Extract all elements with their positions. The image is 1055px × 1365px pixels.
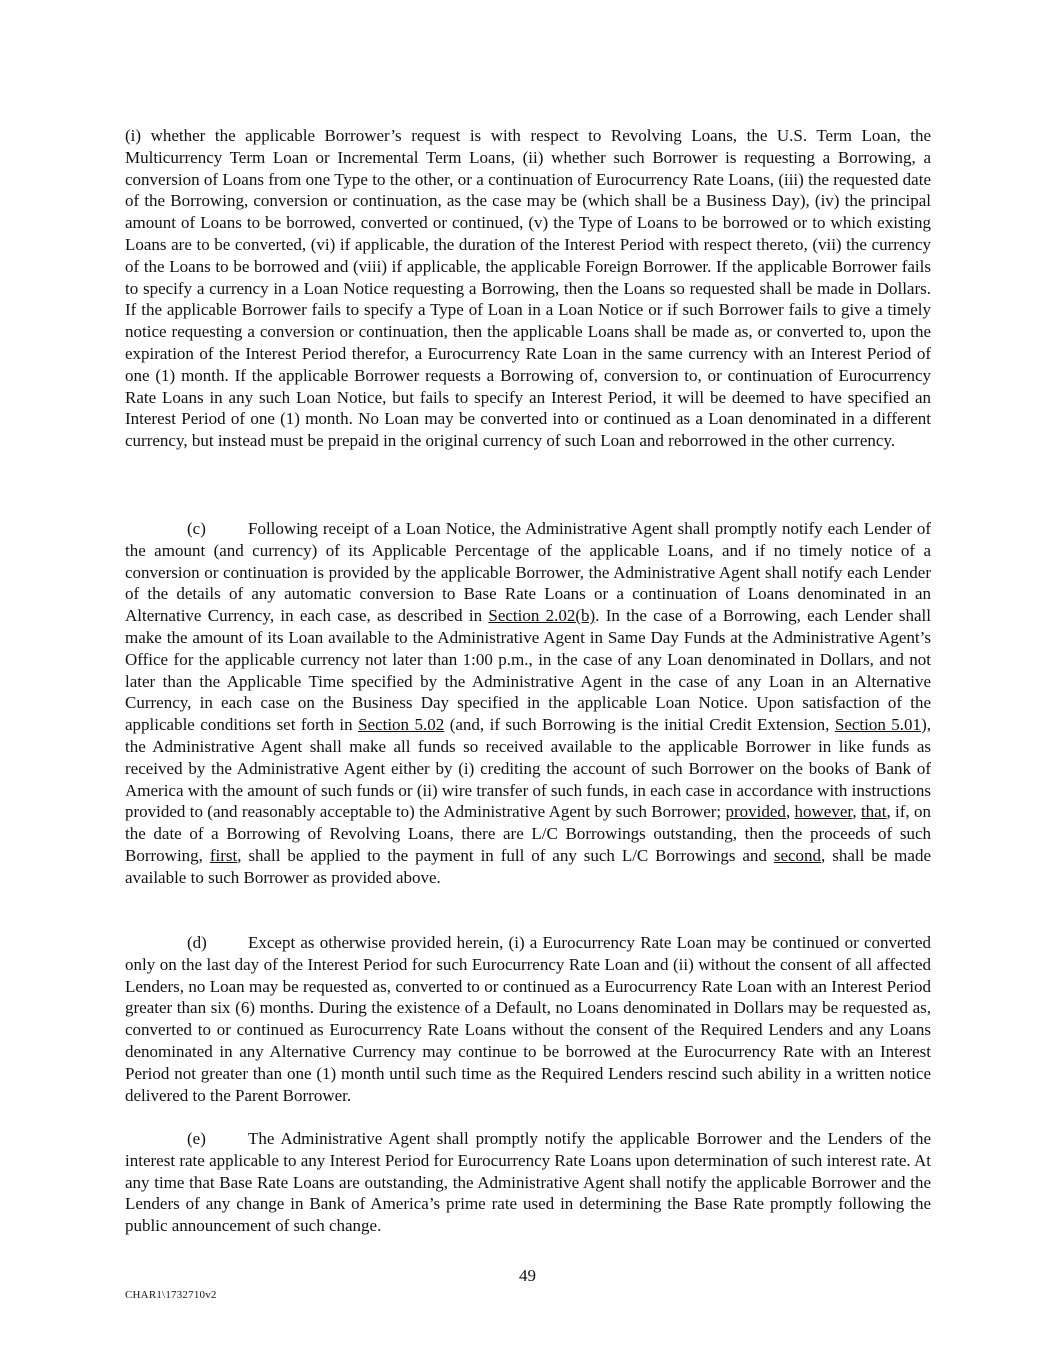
underlined-term: however — [794, 802, 853, 822]
document-id: CHAR1\1732710v2 — [125, 1289, 217, 1301]
paragraph-d: (d) Except as otherwise provided herein, (i) a Eurocurrency Rate Loan may be continued or converted only on the last day of the Interest Period for such Eurocurrency Rate Loan and (ii) without the consent of all affected Lenders, no Loan may be requested as, converted to or continued as a Eurocurrency Rate Loan with an Interest Period greater than six (6) months. During the existence of a Default, no Loans denominated in Dollars may be requested as, converted to or continued as Eurocurrency Rate Loans without the consent of the Required Lenders and any Loans denominated in any Alternative Currency may continue to be borrowed at the Eurocurrency Rate with an Interest Period not greater than one (1) month until such time as the Required Lenders rescind such ability in a written notice delivered to the Parent Borrower. — [125, 933, 931, 1105]
underlined-term: second — [773, 845, 822, 865]
paragraph-label-c: (c) — [187, 519, 206, 538]
section-reference: Section 5.02 — [358, 715, 445, 735]
paragraph-c: (c) Following receipt of a Loan Notice, the Administrative Agent shall promptly notify each Lender of the amount (and currency) of its Applicable Percentage of the applicable Loans, and if no timely notice of a conversion or continuation is provided by the applicable Borrower, the Administrative Agent shall notify each Lender of the details of any automatic conversion to Base Rate Loans or a continuation of Loans denominated in an Alternative Currency, in each case, as described in Section 2.02(b). In the case of a Borrowing, each Lender shall make the amount of its Loan available to the Administrative Agent in Same Day Funds at the Administrative Agent’s Office for the applicable currency not later than 1:00 p.m., in the case of any Loan denominated in Dollars, and not later than the Applicable Time specified by the Administrative Agent in the case of any Loan in an Alternative Currency, in each case on the Business Day specified in the applicable Loan Notice. Upon satisfaction of the applicable conditions set forth in Section 5.02 (and, if such Borrowing is the initial Credit Extension, Section 5.01), the Administrative Agent shall make all funds so received available to the applicable Borrower in like funds as received by the Administrative Agent either by (i) crediting the account of such Borrower on the books of Bank of America with the amount of such funds or (ii) wire transfer of such funds, in each case in accordance with instructions provided to (and reasonably acceptable to) the Administrative Agent by such Borrower; provided, however, that, if, on the date of a Borrowing of Revolving Loans, there are L/C Borrowings outstanding, then the proceeds of such Borrowing, first, shall be applied to the payment in full of any such L/C Borrowings and second, shall be made available to such Borrower as provided above. — [125, 519, 931, 887]
paragraph-b-continuation: (i) whether the applicable Borrower’s request is with respect to Revolving Loans, the U.S. Term Loan, the Multicurrency Term Loan or Incremental Term Loans, (ii) whether such Borrower is requesting a Borrowing, a conversion of Loans from one Type to the other, or a continuation of Eurocurrency Rate Loans, (iii) the requested date of the Borrowing, conversion or continuation, as the case may be (which shall be a Business Day), (iv) the principal amount of Loans to be borrowed, converted or continued, (v) the Type of Loans to be borrowed or to which existing Loans are to be converted, (vi) if applicable, the duration of the Interest Period with respect thereto, (vii) the currency of the Loans to be borrowed and (viii) if applicable, the applicable Foreign Borrower. If the applicable Borrower fails to specify a currency in a Loan Notice requesting a Borrowing, then the Loans so requested shall be made in Dollars. If the applicable Borrower fails to specify a Type of Loan in a Loan Notice or if such Borrower fails to give a timely notice requesting a conversion or continuation, then the applicable Loans shall be made as, or converted to, upon the expiration of the Interest Period therefor, a Eurocurrency Rate Loan in the same currency with an Interest Period of one (1) month. If the applicable Borrower requests a Borrowing of, conversion to, or continuation of Eurocurrency Rate Loans in any such Loan Notice, but fails to specify an Interest Period, it will be deemed to have specified an Interest Period of one (1) month. No Loan may be converted into or continued as a Loan denominated in a different currency, but instead must be prepaid in the original currency of such Loan and reborrowed in the other currency. — [125, 126, 931, 451]
underlined-term: first — [209, 845, 238, 865]
page-number: 49 — [519, 1266, 536, 1285]
section-reference: Section 2.02(b) — [488, 606, 596, 626]
paragraph-e: (e) The Administrative Agent shall promptly notify the applicable Borrower and the Lenders of the interest rate applicable to any Interest Period for Eurocurrency Rate Loans upon determination of such interest rate. At any time that Base Rate Loans are outstanding, the Administrative Agent shall notify the applicable Borrower and the Lenders of any change in Bank of America’s prime rate used in determining the Base Rate promptly following the public announcement of such change. — [125, 1129, 931, 1236]
section-reference: Section 5.01 — [834, 715, 922, 735]
underlined-term: that — [860, 802, 887, 822]
paragraph-label-d: (d) — [187, 933, 207, 952]
paragraph-label-e: (e) — [187, 1129, 206, 1148]
underlined-term: provided — [725, 802, 786, 822]
